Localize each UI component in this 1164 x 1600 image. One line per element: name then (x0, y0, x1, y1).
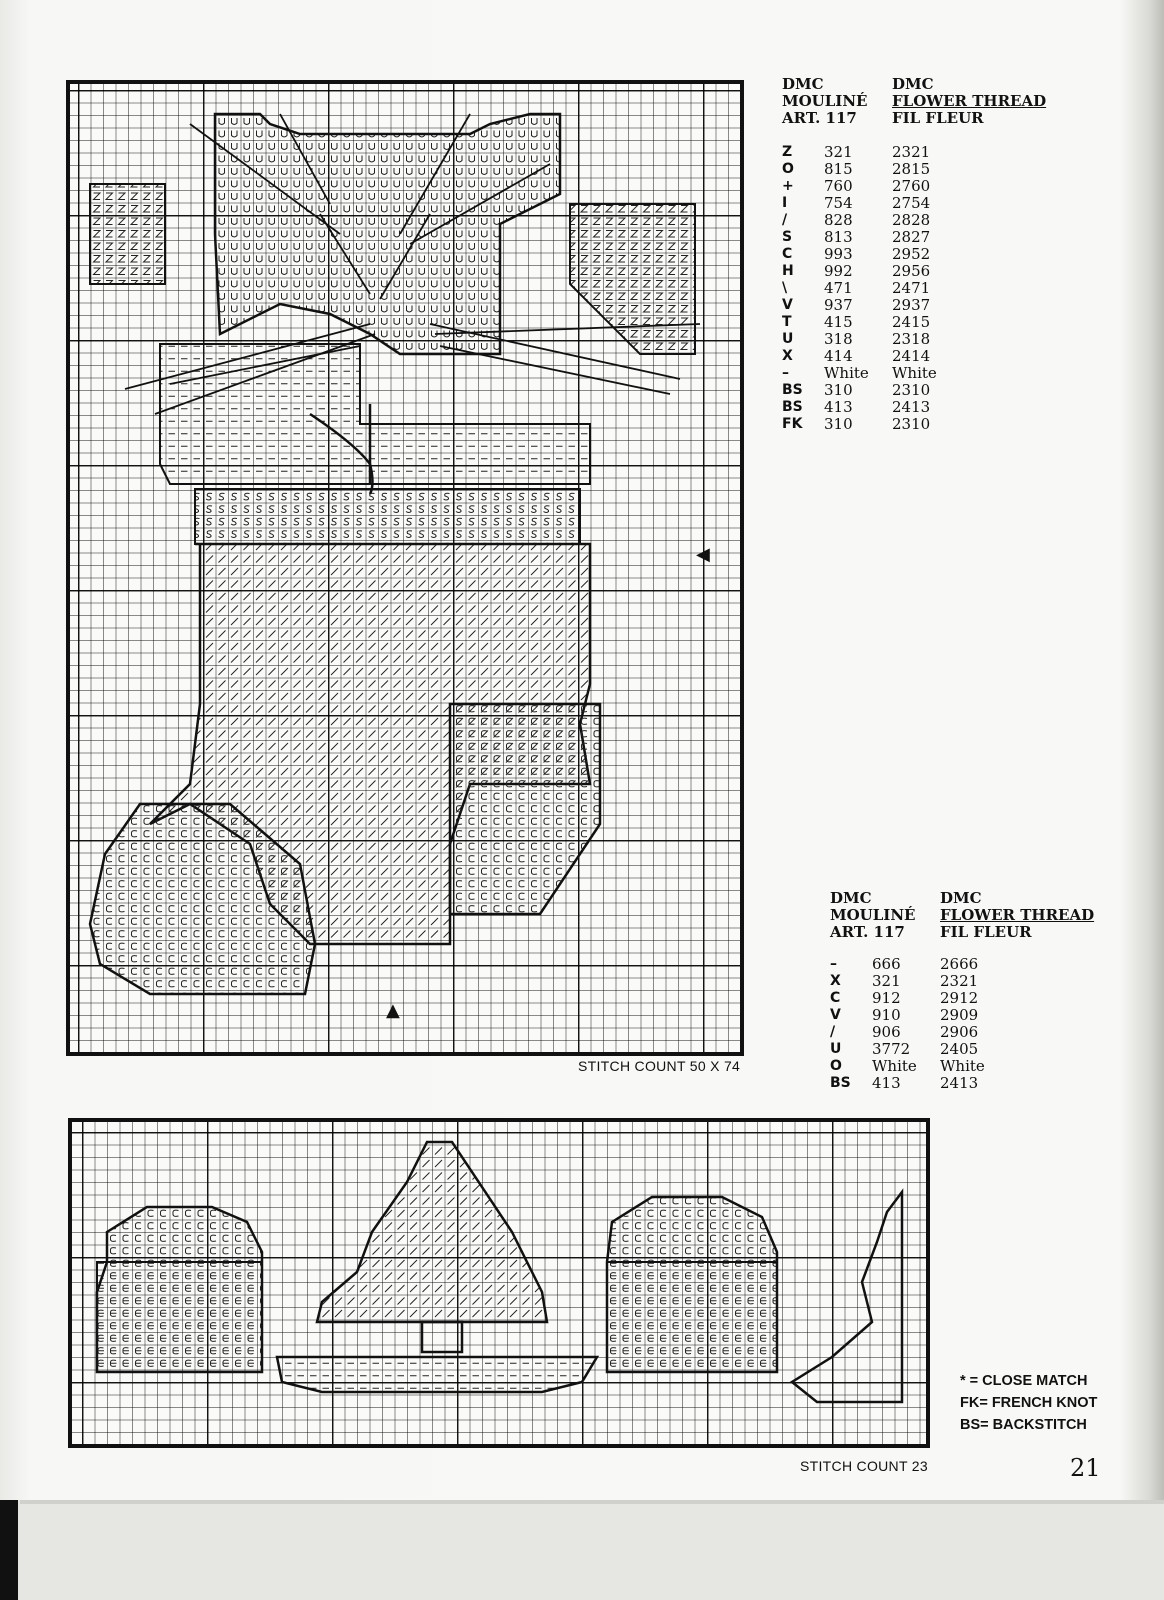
legend-row (830, 1024, 1130, 1041)
legend-row (782, 297, 1082, 314)
legend-flower-number: 2413 (892, 398, 931, 416)
legend-flower-number: 2666 (940, 955, 979, 973)
legend-flower-number: 2414 (892, 347, 931, 365)
legend-symbol: I (782, 195, 788, 211)
legend-mouline-number: 760 (824, 177, 853, 195)
border-chart (68, 1118, 930, 1448)
legend-row (782, 212, 1082, 229)
legend-row (830, 956, 1130, 973)
legend-row (782, 161, 1082, 178)
legend-mouline-number: 906 (872, 1023, 901, 1041)
legend-row (782, 365, 1082, 382)
legend-mouline-number: 993 (824, 245, 853, 263)
legend-row (830, 973, 1130, 990)
legend-row (782, 144, 1082, 161)
legend-symbol: Z (782, 144, 793, 160)
legend-symbol: FK (782, 416, 803, 432)
legend-mouline-number: 415 (824, 313, 853, 331)
legend-flower-number: White (940, 1057, 985, 1075)
legend-flower-number: 2956 (892, 262, 931, 280)
page-bottom-shadow (0, 1500, 1164, 1600)
legend-row (782, 178, 1082, 195)
legend-row (830, 990, 1130, 1007)
legend-row (782, 416, 1082, 433)
abbreviation-notes (960, 1370, 1097, 1436)
legend-border-rows (830, 956, 1130, 1092)
cat-stocking-motif (70, 84, 740, 1052)
legend-symbol: V (782, 297, 793, 313)
legend-symbol: C (782, 246, 793, 262)
legend-flower-number: 2310 (892, 381, 931, 399)
legend-mouline-number: 912 (872, 989, 901, 1007)
legend-row (782, 331, 1082, 348)
legend-symbol: C (830, 990, 841, 1006)
note-close-match: * = CLOSE MATCH (960, 1373, 1088, 1389)
legend-symbol: / (830, 1024, 836, 1040)
legend-mouline-number: 815 (824, 160, 853, 178)
legend2-col2-header: DMC FLOWER THREAD FIL FLEUR (940, 889, 1095, 941)
legend-row (782, 314, 1082, 331)
legend-mouline-number: White (824, 364, 869, 382)
legend-flower-number: 2415 (892, 313, 931, 331)
legend-flower-number: 2413 (940, 1074, 979, 1092)
legend-symbol: H (782, 263, 794, 279)
page-edge (0, 1500, 18, 1600)
page-number: 21 (1070, 1454, 1101, 1482)
center-marker-bottom: ▲ (386, 1000, 400, 1021)
legend-symbol: O (830, 1058, 842, 1074)
legend-symbol: BS (782, 382, 803, 398)
legend-mouline-number: 813 (824, 228, 853, 246)
legend-mouline-number: 666 (872, 955, 901, 973)
thread-legend-main (782, 76, 1082, 456)
thread-legend-border (830, 890, 1130, 1100)
legend-row (782, 382, 1082, 399)
legend-flower-number: 2754 (892, 194, 931, 212)
legend-row (782, 229, 1082, 246)
legend-flower-number: 2310 (892, 415, 931, 433)
legend-symbol: U (830, 1041, 842, 1057)
legend-flower-number: White (892, 364, 937, 382)
legend-flower-number: 2952 (892, 245, 931, 263)
legend-flower-number: 2321 (892, 143, 931, 161)
legend-symbol: X (830, 973, 841, 989)
legend-col1-header: DMC MOULINÉ ART. 117 (782, 75, 868, 127)
legend-row (782, 348, 1082, 365)
cat-stocking-chart (66, 80, 744, 1056)
legend-mouline-number: 3772 (872, 1040, 911, 1058)
legend-flower-number: 2405 (940, 1040, 979, 1058)
legend-row (782, 263, 1082, 280)
legend-flower-number: 2827 (892, 228, 931, 246)
legend-flower-number: 2906 (940, 1023, 979, 1041)
cat-stitch-count: STITCH COUNT 50 X 74 (578, 1058, 741, 1074)
legend-mouline-number: 937 (824, 296, 853, 314)
legend-symbol: T (782, 314, 792, 330)
legend-mouline-number: 992 (824, 262, 853, 280)
legend-flower-number: 2318 (892, 330, 931, 348)
legend-mouline-number: 310 (824, 415, 853, 433)
legend-row (830, 1075, 1130, 1092)
legend-symbol: – (782, 365, 789, 381)
legend-main-rows (782, 144, 1082, 433)
legend-flower-number: 2321 (940, 972, 979, 990)
border-motif (72, 1122, 926, 1444)
legend-symbol: V (830, 1007, 841, 1023)
legend-mouline-number: 414 (824, 347, 853, 365)
legend-symbol: + (782, 178, 794, 194)
legend-flower-number: 2828 (892, 211, 931, 229)
legend-mouline-number: 310 (824, 381, 853, 399)
legend-symbol: X (782, 348, 793, 364)
legend-mouline-number: White (872, 1057, 917, 1075)
legend-flower-number: 2815 (892, 160, 931, 178)
legend-row (782, 246, 1082, 263)
legend-mouline-number: 910 (872, 1006, 901, 1024)
legend-flower-number: 2912 (940, 989, 979, 1007)
center-marker-right: ◀ (696, 544, 710, 565)
legend-row (782, 195, 1082, 212)
legend-symbol: – (830, 956, 837, 972)
legend-flower-number: 2909 (940, 1006, 979, 1024)
legend-flower-number: 2760 (892, 177, 931, 195)
legend-flower-number: 2937 (892, 296, 931, 314)
legend-row (782, 399, 1082, 416)
note-backstitch: BS= BACKSTITCH (960, 1417, 1087, 1433)
legend-mouline-number: 754 (824, 194, 853, 212)
legend-symbol: \ (782, 280, 788, 296)
legend-symbol: BS (830, 1075, 851, 1091)
legend-row (782, 280, 1082, 297)
legend-symbol: BS (782, 399, 803, 415)
legend-row (830, 1058, 1130, 1075)
note-french-knot: FK= FRENCH KNOT (960, 1395, 1098, 1411)
legend-mouline-number: 321 (824, 143, 853, 161)
legend-col2-header: DMC FLOWER THREAD FIL FLEUR (892, 75, 1047, 127)
legend-mouline-number: 828 (824, 211, 853, 229)
legend-mouline-number: 318 (824, 330, 853, 348)
legend-mouline-number: 413 (872, 1074, 901, 1092)
legend-flower-number: 2471 (892, 279, 931, 297)
legend-mouline-number: 471 (824, 279, 853, 297)
border-stitch-count: STITCH COUNT 23 (800, 1458, 928, 1474)
legend2-col1-header: DMC MOULINÉ ART. 117 (830, 889, 916, 941)
legend-row (830, 1007, 1130, 1024)
legend-symbol: / (782, 212, 788, 228)
legend-mouline-number: 413 (824, 398, 853, 416)
legend-mouline-number: 321 (872, 972, 901, 990)
legend-symbol: U (782, 331, 794, 347)
legend-symbol: S (782, 229, 793, 245)
legend-row (830, 1041, 1130, 1058)
legend-symbol: O (782, 161, 794, 177)
